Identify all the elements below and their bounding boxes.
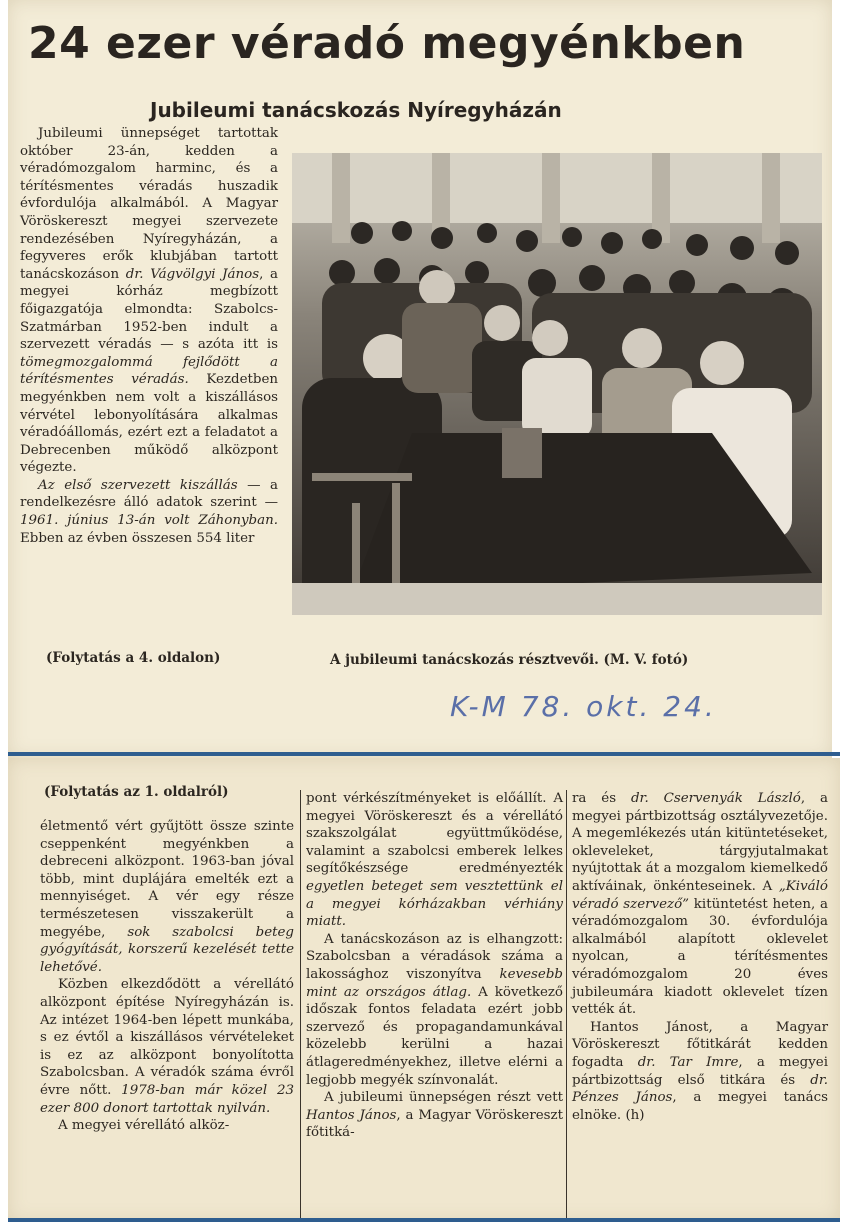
column-rule	[300, 790, 301, 1218]
col1-paragraph-1: életmentő vért gyűjtött össze szinte cseppenként megyénkben a debreceni alközpont. 1963-ban jóval több, mint duplájára emelték ezt a mennyiséget. A vér egy része természetesen visszakerült a megyébe, sok szabolcsi beteg gyógyítását, korszerű kezelését tette lehetővé.	[40, 819, 294, 975]
col2-paragraph-1: pont vérkészítményeket is előállít. A megyei Vöröskereszt és a vérellátó szakszolgálat együttműködése, valamint a szabolcsi emberek lelkes segítőkészsége eredményezték egyetlen beteget sem vesztettünk el a megyei kórházakban vérhiány miatt.	[306, 791, 563, 930]
continued-from-note: (Folytatás az 1. oldalról)	[44, 784, 229, 800]
continuation-column-1	[40, 818, 294, 1135]
col1-paragraph-3: A megyei vérellátó alköz-	[58, 1118, 230, 1134]
photo-illustration	[292, 153, 822, 615]
col2-paragraph-2: A tanácskozáson az is elhangzott: Szabolcsban a véradások száma a lakossághoz viszonyítva kevesebb mint az országos átlag. A következő időszak fontos feladata ezért jobb szervező és propagandamunkával közelebb kerülni a hazai átlageredményekhez, illetve elérni a legjobb megyék színvonalát.	[306, 931, 563, 1088]
photo-caption: A jubileumi tanácskozás résztvevői. (M. V. fotó)	[330, 652, 689, 668]
lead-paragraph-1: Jubileumi ünnepséget tartottak október 23-án, kedden a véradómozgalom harminc, és a térítésmentes véradás huszadik évfordulója alkalmából. A Magyar Vöröskereszt megyei szervezete rendezésében Nyíregyházán, a fegyveres erők klubjában tartott tanácskozáson dr. Vágvölgyi János, a megyei kórház megbízott főigazgatója elmondta: Szabolcs-Szatmárban 1952-ben indult a szervezett véradás — s azóta itt is tömegmozgalommá fejlődött a térítésmentes véradás. Kezdetben megyénkben nem volt a kiszállásos vérvétel lebonyolítására alkalmas véradóállomás, ezért ezt a feladatot a Debrecenben működő alközpont végezte.	[20, 126, 278, 476]
column-rule	[566, 790, 567, 1218]
col3-paragraph-1: ra és dr. Cservenyák László, a megyei pártbizottság osztályvezetője. A megemlékezés után kitüntetéseket, okleveleket, tárgyjutalmakat nyújtottak át a mozgalom kiemelkedő aktíváinak, önkénteseinek. A „Kiváló véradó szervező” kitüntetést heten, a véradómozgalom 30. évfordulója alkalmából alapított oklevelet nyolcan, a térítésmentes véradómozgalom 20 éves jubileumára kiadott oklevelet tízen vették át.	[572, 791, 829, 1018]
continuation-column-3	[572, 790, 828, 1124]
col1-paragraph-2: Közben elkezdődött a vérellátó alközpont építése Nyíregyházán is. Az intézet 1964-ben lépett munkába, s ez évtől a kiszállásos vérvételeket is ez az alközpont bonyolította Szabolcsban. A véradók száma évről évre nőtt. 1978-ban már közel 23 ezer 800 donort tartottak nyilván.	[40, 977, 294, 1116]
blue-ink-edge	[8, 752, 840, 756]
event-photo	[292, 153, 822, 615]
col2-paragraph-3: A jubileumi ünnepségen részt vett Hantos János, a Magyar Vöröskereszt főtitká-	[306, 1090, 563, 1141]
continuation-column-2	[306, 790, 563, 1142]
headline: 24 ezer véradó megyénkben	[28, 18, 746, 69]
col3-paragraph-2: Hantos Jánost, a Magyar Vöröskereszt főtitkárát kedden fogadta dr. Tar Imre, a megyei pártbizottság első titkára és dr. Pénzes János, a megyei tanács elnöke. (h)	[572, 1019, 829, 1123]
lead-paragraph-2: Az első szervezett kiszállás — a rendelkezésre álló adatok szerint — 1961. június 13-án volt Záhonyban. Ebben az évben összesen 554 liter	[20, 477, 278, 546]
lead-article-column	[20, 125, 278, 547]
handwritten-date-note: K-M 78. okt. 24.	[450, 690, 717, 723]
continued-on-note: (Folytatás a 4. oldalon)	[46, 650, 221, 666]
blue-ink-edge-bottom	[8, 1218, 840, 1222]
subheadline: Jubileumi tanácskozás Nyíregyházán	[150, 98, 562, 122]
